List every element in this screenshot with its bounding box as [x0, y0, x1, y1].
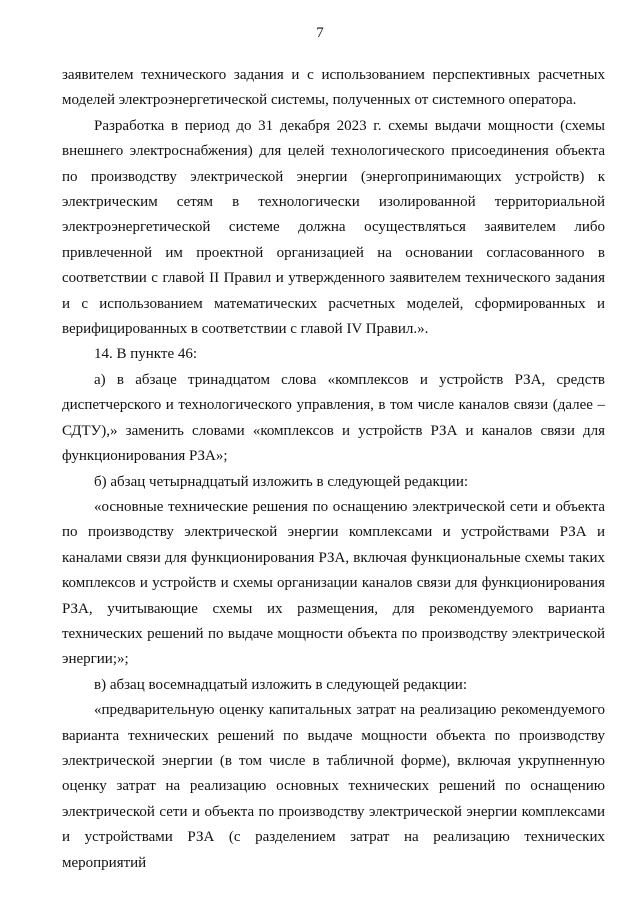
page-number: 7: [316, 25, 324, 41]
document-body: [62, 63, 605, 876]
paragraph-development-period: Разработка в период до 31 декабря 2023 г. схемы выдачи мощности (схемы внешнего электроснабжения) для целей технологического присоединения объекта по производству электрической энергии (энергопринимающих устройств) к электрическим сетям в технологически изолированной территориальной электроэнергетической системе должна осуществляться заявителем либо привлеченной им проектной организацией на основании согласованного в соответствии с главой II Правил и утвержденного заявителем технического задания и с использованием математических расчетных моделей, сформированных и верифицированных в соответствии с главой IV Правил.».: [62, 117, 605, 338]
paragraph-subitem-a: а) в абзаце тринадцатом слова «комплексов и устройств РЗА, средств диспетчерского и технологического управления, в том числе каналов связи (далее – СДТУ),» заменить словами «комплексов и устройств РЗА и каналов связи для функционирования РЗА»;: [62, 371, 605, 465]
paragraph-subitem-v: в) абзац восемнадцатый изложить в следующей редакции:: [94, 676, 467, 693]
paragraph-quote-cost-estimate: «предварительную оценку капитальных затрат на реализацию рекомендуемого варианта технических решений по выдаче мощности объекта по производству электрической энергии (в том числе в табличной форме), включая укрупненную оценку затрат на реализацию основных технических решений по оснащению электрической сети и объекта по производству электрической энергии комплексами и устройствами РЗА (с разделением затрат на реализацию технических мероприятий: [62, 702, 605, 871]
paragraph-continued: заявителем технического задания и с использованием перспективных расчетных моделей электроэнергетической системы, полученных от системного оператора.: [62, 67, 605, 109]
paragraph-subitem-b: б) абзац четырнадцатый изложить в следующей редакции:: [94, 473, 469, 490]
paragraph-item-14: 14. В пункте 46:: [94, 346, 198, 363]
paragraph-quote-technical-solutions: «основные технические решения по оснащению электрической сети и объекта по производству электрической энергии комплексами и устройствами РЗА и каналами связи для функционирования РЗА, включая функциональные схемы таких комплексов и устройств и схемы организации каналов связи для функционирования РЗА, учитывающие схемы их размещения, для рекомендуемого варианта технических решений по выдаче мощности объекта по производству электрической энергии;»;: [62, 498, 605, 668]
